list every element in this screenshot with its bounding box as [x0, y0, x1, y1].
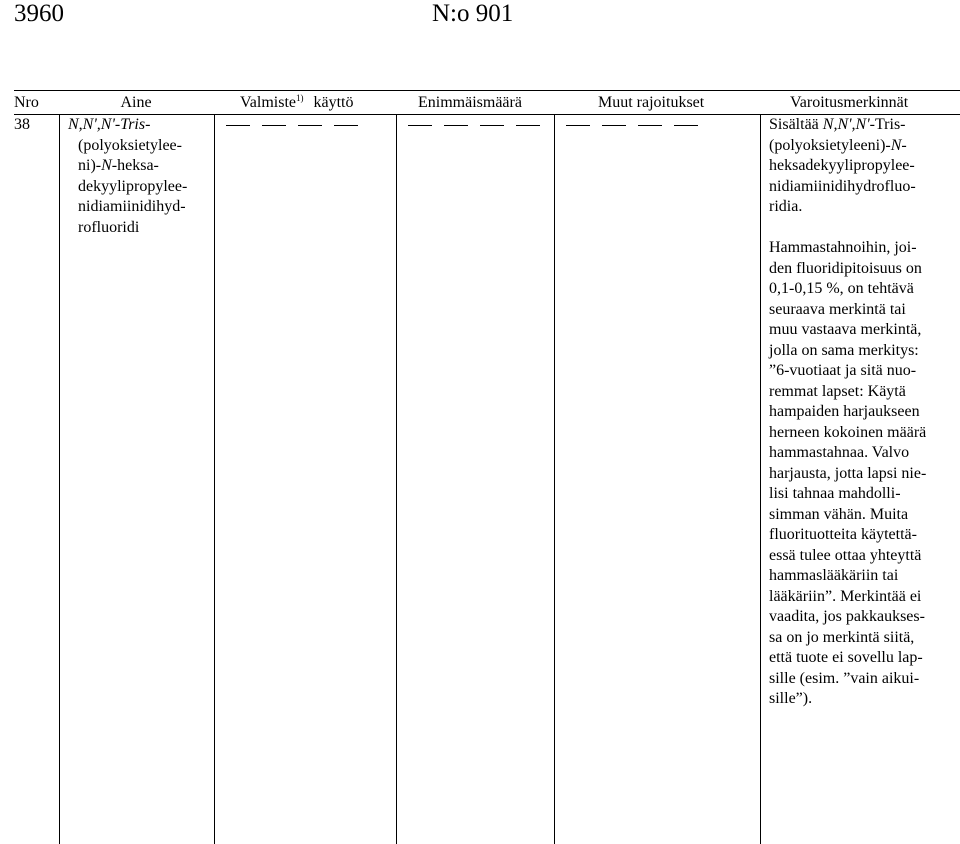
dash [638, 125, 662, 126]
column-header-varoitusmerkinnat: Varoitusmerkinnät [790, 94, 909, 111]
warning-line: vaadita, jos pakkaukses- [769, 608, 925, 625]
warning-line: lääkäriin”. Merkintää ei [769, 587, 922, 605]
substance-name [68, 115, 187, 238]
dash [408, 125, 432, 126]
warning-line: den fluoridipitoisuus on [769, 259, 922, 277]
column-divider [396, 114, 397, 844]
warning-text [769, 115, 926, 710]
dash [602, 125, 626, 126]
footnote-marker: 1) [296, 93, 304, 103]
warning-line: että tuote ei sovellu lap- [769, 649, 923, 666]
column-header-enimmaismaara: Enimmäismäärä [418, 94, 522, 111]
substance-line: nidiamiinidihyd- [78, 198, 186, 215]
dash [334, 125, 358, 126]
warning-line: sille (esim. ”vain aikui- [769, 669, 920, 687]
column-header-valmiste [240, 93, 370, 113]
dash [262, 125, 286, 126]
substance-line: dekyylipropylee- [78, 177, 188, 195]
warning-line: Sisältää N,N',N'-Tris- [769, 116, 906, 133]
dash [444, 125, 468, 126]
warning-line: seuraava merkintä tai [769, 300, 906, 318]
dash [298, 125, 322, 126]
warning-line: herneen kokoinen määrä [769, 423, 927, 441]
enimmaismaara-empty-dashes [408, 114, 540, 134]
warning-line: nidiamiinidihydrofluo- [769, 177, 916, 195]
warning-line: simman vähän. Muita [769, 505, 909, 523]
valmiste-empty-dashes [226, 114, 358, 134]
warning-line: (polyoksietyleeni)-N- [769, 136, 907, 154]
kaytto-label: käyttö [313, 94, 354, 111]
muut-rajoitukset-empty-dashes [566, 114, 698, 134]
column-header-nro: Nro [14, 94, 39, 111]
warning-line: sille”). [769, 690, 813, 707]
warning-line: essä tulee ottaa yhteyttä [769, 546, 922, 564]
warning-line: heksadekyylipropylee- [769, 157, 915, 174]
substance-line: ni)-N-heksa- [78, 157, 159, 174]
warning-line: hammastahnaa. Valvo [769, 444, 910, 461]
warning-line: ”6-vuotiaat ja sitä nuo- [769, 362, 917, 379]
column-divider [760, 114, 761, 844]
warning-line: hampaiden harjaukseen [769, 403, 920, 420]
warning-paragraph-2 [769, 238, 926, 710]
warning-line: remmat lapset: Käytä [769, 382, 906, 400]
warning-line: fluorituotteita käytettä- [769, 526, 917, 543]
substance-line: (polyoksietylee- [78, 136, 182, 154]
substance-line: rofluoridi [78, 218, 140, 236]
valmiste-label: Valmiste [240, 94, 296, 111]
dash [480, 125, 504, 126]
substance-line: N,N',N'-Tris- [68, 116, 151, 133]
warning-line: 0,1-0,15 %, on tehtävä [769, 280, 914, 297]
warning-line: jolla on sama merkitys: [769, 341, 919, 359]
document-reference: N:o 901 [432, 0, 514, 27]
warning-line: sa on jo merkintä siitä, [769, 628, 915, 646]
warning-line: lisi tahnaa mahdolli- [769, 485, 901, 502]
dash [516, 125, 540, 126]
column-divider [214, 114, 215, 844]
paragraph-gap [769, 218, 926, 239]
column-divider [554, 114, 555, 844]
row-number: 38 [14, 116, 30, 133]
warning-line: hammaslääkäriin tai [769, 567, 899, 584]
warning-line: Hammastahnoihin, joi- [769, 239, 917, 256]
warning-line: ridia. [769, 198, 803, 215]
page-number: 3960 [14, 0, 64, 27]
column-header-muut-rajoitukset: Muut rajoitukset [598, 94, 705, 111]
table-top-rule [14, 90, 960, 91]
column-header-aine: Aine [120, 94, 152, 111]
warning-line: muu vastaava merkintä, [769, 321, 922, 338]
dash [566, 125, 590, 126]
dash [674, 125, 698, 126]
column-divider [59, 114, 60, 844]
warning-line: harjausta, jotta lapsi nie- [769, 464, 927, 482]
dash [226, 125, 250, 126]
